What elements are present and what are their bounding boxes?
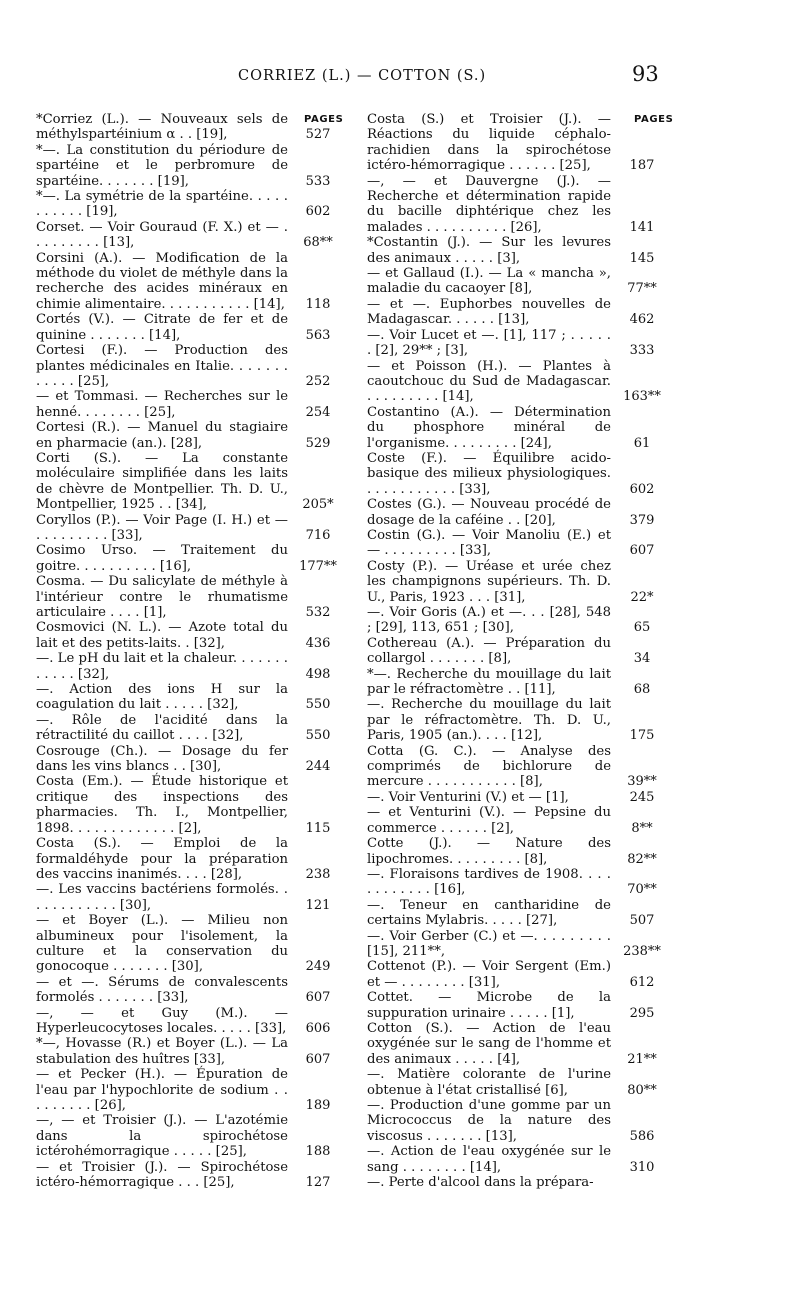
entry-text: — et Venturini (V.). — Pepsine du commerce . . . . . . [2],	[367, 805, 611, 836]
entry-text: — et Pecker (H.). — Épuration de l'eau par l'hypochlorite de sodium . . . . . . . . . [26],	[36, 1067, 288, 1113]
index-entry	[36, 682, 348, 713]
index-entry	[36, 251, 348, 313]
entry-page: 175	[629, 728, 655, 744]
pages-column-label-left: PAGES	[304, 114, 344, 125]
entry-page: 607	[629, 543, 655, 559]
index-entry	[367, 235, 673, 266]
entry-text: Costa (S.) et Troisier (J.). — Réactions du liquide céphalo-rachidien dans la spirochétose ictéro-hémorragique . . . . . . [25],	[367, 112, 611, 174]
entry-page: 602	[629, 481, 655, 497]
entry-page: 188	[305, 1144, 331, 1160]
index-entry	[36, 543, 348, 574]
entry-text: Coste (F.). — Équilibre acido-basique des milieux physiologiques. . . . . . . . . . . . [33],	[367, 450, 611, 497]
index-entry	[367, 744, 673, 790]
entry-page: 310	[629, 1159, 655, 1175]
entry-text: —. Voir Lucet et —. [1], 117 ; . . . . . . [2], 29** ; [3],	[367, 327, 611, 359]
entry-text: Costes (G.). — Nouveau procédé de dosage de la caféine . . [20],	[367, 497, 611, 528]
entry-page: 141	[629, 219, 655, 235]
index-entry	[36, 451, 348, 513]
entry-text: —. Les vaccins bactériens formolés. . . . . . . . . . . . [30],	[36, 882, 288, 913]
index-entry	[36, 836, 348, 882]
index-entry	[36, 343, 348, 389]
entry-text: *—. La constitution du périodure de spartéine et le perbromure de spartéine. . . . . . . [19],	[36, 142, 288, 189]
index-entry	[367, 359, 673, 405]
entry-page: 498	[305, 666, 331, 682]
entry-page: 602	[305, 204, 331, 220]
index-entry	[367, 528, 673, 559]
entry-page: 22*	[630, 589, 654, 605]
entry-page: 436	[305, 635, 331, 651]
index-entry	[367, 451, 673, 497]
entry-text: —. Rôle de l'acidité dans la rétractilité du caillot . . . . [32],	[36, 712, 288, 744]
entry-text: —. Action de l'eau oxygénée sur le sang . . . . . . . . [14],	[367, 1144, 611, 1175]
entry-text: —, — et Troisier (J.). — L'azotémie dans la spirochétose ictérohémorragique . . . . . [25],	[36, 1113, 288, 1160]
index-entry	[367, 697, 673, 743]
entry-page: 532	[305, 605, 331, 620]
entry-text: Cortesi (F.). — Production des plantes médicinales en Italie. . . . . . . . . . . . [25],	[36, 343, 288, 389]
running-head: CORRIEZ (L.) — COTTON (S.)	[238, 68, 487, 84]
entry-text: Cosimo Urso. — Traitement du goitre. . . . . . . . . . [16],	[36, 543, 288, 574]
entry-text: —. Production d'une gomme par un Micrococcus de la nature des viscosus . . . . . . . [13],	[367, 1098, 611, 1144]
index-entry	[367, 990, 673, 1021]
index-entry	[367, 929, 673, 960]
entry-page: 529	[305, 435, 331, 451]
entry-text: —. Teneur en cantharidine de certains Mylabris. . . . . [27],	[367, 897, 611, 929]
entry-page: 205*	[302, 497, 334, 513]
entry-page: 145	[629, 250, 655, 266]
index-entry	[36, 882, 348, 913]
entry-text: *—. La symétrie de la spartéine. . . . . . . . . . . [19],	[36, 189, 288, 220]
entry-page: 68**	[303, 235, 333, 251]
entry-text: Cortés (V.). — Citrate de fer et de quinine . . . . . . . [14],	[36, 312, 288, 343]
entry-page: 550	[305, 728, 331, 744]
entry-page: 507	[629, 913, 655, 929]
index-entry	[367, 1144, 673, 1175]
index-entry	[36, 420, 348, 451]
entry-text: — et Poisson (H.). — Plantes à caoutchouc du Sud de Madagascar. . . . . . . . . . [14],	[367, 358, 611, 405]
index-entry	[367, 898, 673, 929]
entry-text: —. Voir Goris (A.) et —. . . [28], 548 ; [29], 113, 651 ; [30],	[367, 605, 611, 636]
entry-page: 65	[633, 620, 651, 636]
entry-page: 8**	[631, 820, 653, 836]
entry-page: 39**	[627, 774, 657, 790]
entry-text: Costantino (A.). — Détermination du phosphore minéral de l'organisme. . . . . . . . . [24],	[367, 404, 611, 451]
entry-text: Coryllos (P.). — Voir Page (I. H.) et — . . . . . . . . . [33],	[36, 512, 288, 543]
index-entry	[367, 297, 673, 328]
entry-page: 238**	[623, 943, 661, 959]
entry-text: Corset. — Voir Gouraud (F. X.) et — . . . . . . . . . [13],	[36, 219, 288, 251]
entry-text: — et Troisier (J.). — Spirochétose ictéro-hémorragique . . . [25],	[36, 1159, 288, 1191]
entry-page: 77**	[627, 281, 657, 297]
entry-text: Costa (S.). — Emploi de la formaldéhyde pour la préparation des vaccins inanimés. . . . [28],	[36, 836, 288, 882]
index-entry	[36, 220, 348, 251]
entry-page: 68	[633, 682, 651, 698]
entry-page: 249	[305, 959, 331, 975]
index-entry	[367, 266, 673, 297]
index-entry	[367, 112, 673, 174]
pages-column-label-right: PAGES	[634, 114, 674, 125]
index-entry	[36, 1006, 348, 1037]
entry-page: 127	[305, 1175, 331, 1191]
entry-text: Cosmovici (N. L.). — Azote total du lait et des petits-laits. . [32],	[36, 620, 288, 651]
entry-text: —. Action des ions H sur la coagulation du lait . . . . . [32],	[36, 682, 288, 713]
entry-text: — et —. Euphorbes nouvelles de Madagascar. . . . . . [13],	[367, 296, 611, 328]
entry-page: 550	[305, 697, 331, 713]
entry-page: 333	[629, 343, 655, 359]
entry-page: 189	[305, 1098, 331, 1113]
entry-text: —. Voir Venturini (V.) et — [1],	[367, 789, 569, 805]
index-entry	[367, 836, 673, 867]
entry-text: Cottet. — Microbe de la suppuration urinaire . . . . . [1],	[367, 990, 611, 1021]
index-entry	[367, 1067, 673, 1098]
index-entry	[367, 790, 673, 805]
left-column	[36, 112, 348, 1190]
entry-page: 462	[629, 312, 655, 328]
entry-text: — et Gallaud (I.). — La « mancha », maladie du cacaoyer [8],	[367, 266, 611, 297]
entry-text: Cosma. — Du salicylate de méthyle à l'intérieur contre le rhumatisme articulaire . . . . [1],	[36, 574, 288, 620]
index-entry	[367, 667, 673, 698]
entry-text: Cotta (G. C.). — Analyse des comprimés de bichlorure de mercure . . . . . . . . . . . [8],	[367, 743, 611, 790]
index-entry	[36, 189, 348, 220]
index-entry	[367, 605, 673, 636]
entry-text: Cortesi (R.). — Manuel du stagiaire en pharmacie (an.). [28],	[36, 420, 288, 451]
index-entry	[36, 112, 348, 143]
index-entry	[36, 774, 348, 836]
index-entry	[367, 1021, 673, 1067]
entry-text: —. Recherche du mouillage du lait par le réfractomètre. Th. D. U., Paris, 1905 (an.). . . . [12],	[367, 697, 611, 744]
entry-text: Costin (G.). — Voir Manoliu (E.) et — . . . . . . . . . [33],	[367, 527, 611, 559]
index-entry	[36, 1160, 348, 1191]
entry-text: —, — et Guy (M.). — Hyperleucocytoses locales. . . . . [33],	[36, 1005, 288, 1036]
entry-text: — et Boyer (L.). — Milieu non albumineux pour l'isolement, la culture et la conservation du gonocoque . . . . . . . [30],	[36, 913, 288, 975]
index-entry	[36, 1067, 348, 1113]
entry-page: 716	[305, 527, 331, 543]
index-entry	[367, 867, 673, 898]
index-entry	[367, 559, 673, 605]
entry-page: 70**	[627, 882, 657, 898]
index-entry	[36, 744, 348, 775]
entry-page: 612	[629, 974, 655, 990]
right-column	[367, 112, 673, 1190]
entry-text: Cotte (J.). — Nature des lipochromes. . . . . . . . . [8],	[367, 836, 611, 867]
entry-page: 295	[629, 1005, 655, 1021]
entry-page: 61	[633, 435, 651, 451]
entry-text: *Costantin (J.). — Sur les levures des animaux . . . . . [3],	[367, 235, 611, 266]
index-entry	[367, 1098, 673, 1144]
entry-text: —. Voir Gerber (C.) et —. . . . . . . . . [15], 211**,	[367, 928, 611, 959]
index-entry	[367, 1175, 673, 1190]
entry-text: *—, Hovasse (R.) et Boyer (L.). — La stabulation des huîtres [33],	[36, 1036, 288, 1067]
entry-page: 563	[305, 327, 331, 343]
entry-text: Cosrouge (Ch.). — Dosage du fer dans les vins blancs . . [30],	[36, 743, 288, 775]
index-entry	[36, 975, 348, 1006]
entry-page: 607	[305, 1051, 331, 1067]
index-entry	[36, 574, 348, 620]
entry-page: 21**	[627, 1051, 657, 1067]
entry-text: —. Floraisons tardives de 1908. . . . . . . . . . . . [16],	[367, 866, 611, 898]
entry-page: 163**	[623, 389, 661, 405]
entry-text: —, — et Dauvergne (J.). — Recherche et détermination rapide du bacille diphtérique chez les malades . . . . . . . . . . [26],	[367, 173, 611, 235]
index-entry	[36, 651, 348, 682]
index-entry	[36, 1036, 348, 1067]
index-entry	[367, 959, 673, 990]
index-entry	[36, 1113, 348, 1159]
entry-page: 586	[629, 1128, 655, 1144]
index-entry	[367, 805, 673, 836]
entry-text: Costy (P.). — Uréase et urée chez les champignons supérieurs. Th. D. U., Paris, 1923 . . . [31],	[367, 558, 611, 605]
index-entry	[367, 328, 673, 359]
entry-page: 177**	[299, 558, 337, 574]
entry-page: 187	[629, 158, 655, 174]
entry-page: 34	[633, 651, 651, 667]
entry-text: —. Matière colorante de l'urine obtenue à l'état cristallisé [6],	[367, 1067, 611, 1098]
entry-text: — et —. Sérums de convalescents formolés . . . . . . . [33],	[36, 974, 288, 1006]
index-entry	[367, 497, 673, 528]
entry-page: 606	[305, 1020, 331, 1036]
entry-page: 245	[629, 789, 655, 805]
index-entry	[36, 312, 348, 343]
entry-page: 118	[305, 296, 331, 312]
entry-text: —. Perte d'alcool dans la prépara-	[367, 1175, 594, 1191]
entry-text: Corsini (A.). — Modification de la méthode du violet de méthyle dans la recherche des acides minéraux en chimie alimentaire. . . . . . . . . . . [14],	[36, 250, 288, 312]
entry-page: 244	[305, 759, 331, 775]
entry-text: *—. Recherche du mouillage du lait par le réfractomètre . . [11],	[367, 666, 611, 698]
entry-page: 254	[305, 404, 331, 420]
entry-text: *Corriez (L.). — Nouveaux sels de méthylspartéinium α . . [19],	[36, 112, 288, 143]
entry-text: Corti (S.). — La constante moléculaire simplifiée dans les laits de chèvre de Montpellier. Th. D. U., Montpellier, 1925 . . [34],	[36, 450, 288, 513]
entry-page: 115	[305, 820, 331, 836]
entry-page: 238	[305, 866, 331, 882]
entry-text: Cotton (S.). — Action de l'eau oxygénée sur le sang de l'homme et des animaux . . . . . [4],	[367, 1020, 611, 1067]
entry-page: 527	[305, 127, 331, 143]
entry-page: 82**	[627, 851, 657, 867]
index-entry	[36, 389, 348, 420]
entry-text: Cothereau (A.). — Préparation du collargol . . . . . . . [8],	[367, 635, 611, 667]
index-entry	[36, 913, 348, 975]
entry-text: — et Tommasi. — Recherches sur le henné. . . . . . . . [25],	[36, 389, 288, 420]
entry-text: Costa (Em.). — Étude historique et critique des inspections des pharmacies. Th. I., Montpellier, 1898. . . . . . . . . . . . . [2],	[36, 774, 288, 836]
index-entry	[36, 620, 348, 651]
entry-page: 607	[305, 990, 331, 1006]
index-entry	[36, 143, 348, 189]
entry-text: —. Le pH du lait et la chaleur. . . . . . . . . . . . [32],	[36, 651, 288, 682]
entry-page: 121	[305, 897, 331, 913]
entry-page: 80**	[627, 1082, 657, 1098]
entry-page: 379	[629, 512, 655, 528]
entry-page: 533	[305, 173, 331, 189]
index-entry	[36, 713, 348, 744]
index-entry	[36, 513, 348, 544]
index-entry	[367, 174, 673, 236]
entry-text: Cottenot (P.). — Voir Sergent (Em.) et — . . . . . . . . [31],	[367, 959, 611, 990]
page-header	[0, 62, 800, 92]
index-entry	[367, 636, 673, 667]
index-entry	[367, 405, 673, 451]
entry-page: 252	[305, 373, 331, 389]
page-number: 93	[632, 62, 659, 86]
